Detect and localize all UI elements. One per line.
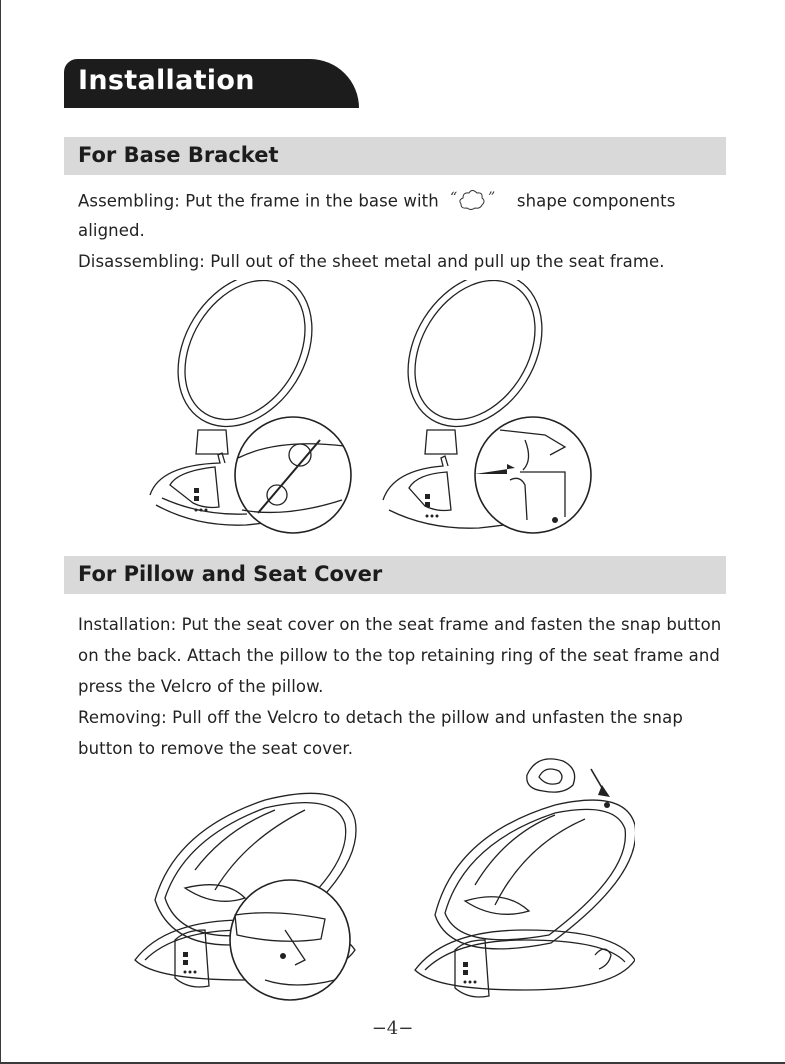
seat-cover-installation-illustration (125, 780, 365, 1005)
page-title: Installation (64, 59, 359, 108)
base-bracket-disassembly-illustration (375, 280, 600, 540)
disassembling-line: Disassembling: Pull out of the sheet metal and pull up the seat frame. (78, 252, 665, 271)
page-number: −4− (371, 1018, 414, 1039)
assembling-text: Assembling: Put the frame in the base with (78, 191, 439, 211)
pillow-attachment-illustration (405, 745, 635, 1005)
aligned-line: aligned. (78, 221, 145, 240)
page-border-left (0, 0, 1, 1064)
section-heading-base-bracket: For Base Bracket (64, 137, 726, 175)
installation-line-1: Installation: Put the seat cover on the seat frame and fasten the snap button (78, 615, 722, 634)
shape-components-text: shape components (516, 191, 676, 211)
removing-line-1: Removing: Pull off the Velcro to detach the pillow and unfasten the snap (78, 708, 683, 727)
section-heading-pillow-seat-cover: For Pillow and Seat Cover (64, 556, 726, 594)
base-bracket-assembly-illustration (140, 280, 365, 540)
svg-text:“: “ (450, 190, 458, 206)
installation-line-3: press the Velcro of the pillow. (78, 677, 324, 696)
removing-line-2: button to remove the seat cover. (78, 739, 354, 758)
installation-line-2: on the back. Attach the pillow to the top retaining ring of the seat frame and (78, 646, 721, 665)
svg-text:”: ” (488, 190, 496, 206)
